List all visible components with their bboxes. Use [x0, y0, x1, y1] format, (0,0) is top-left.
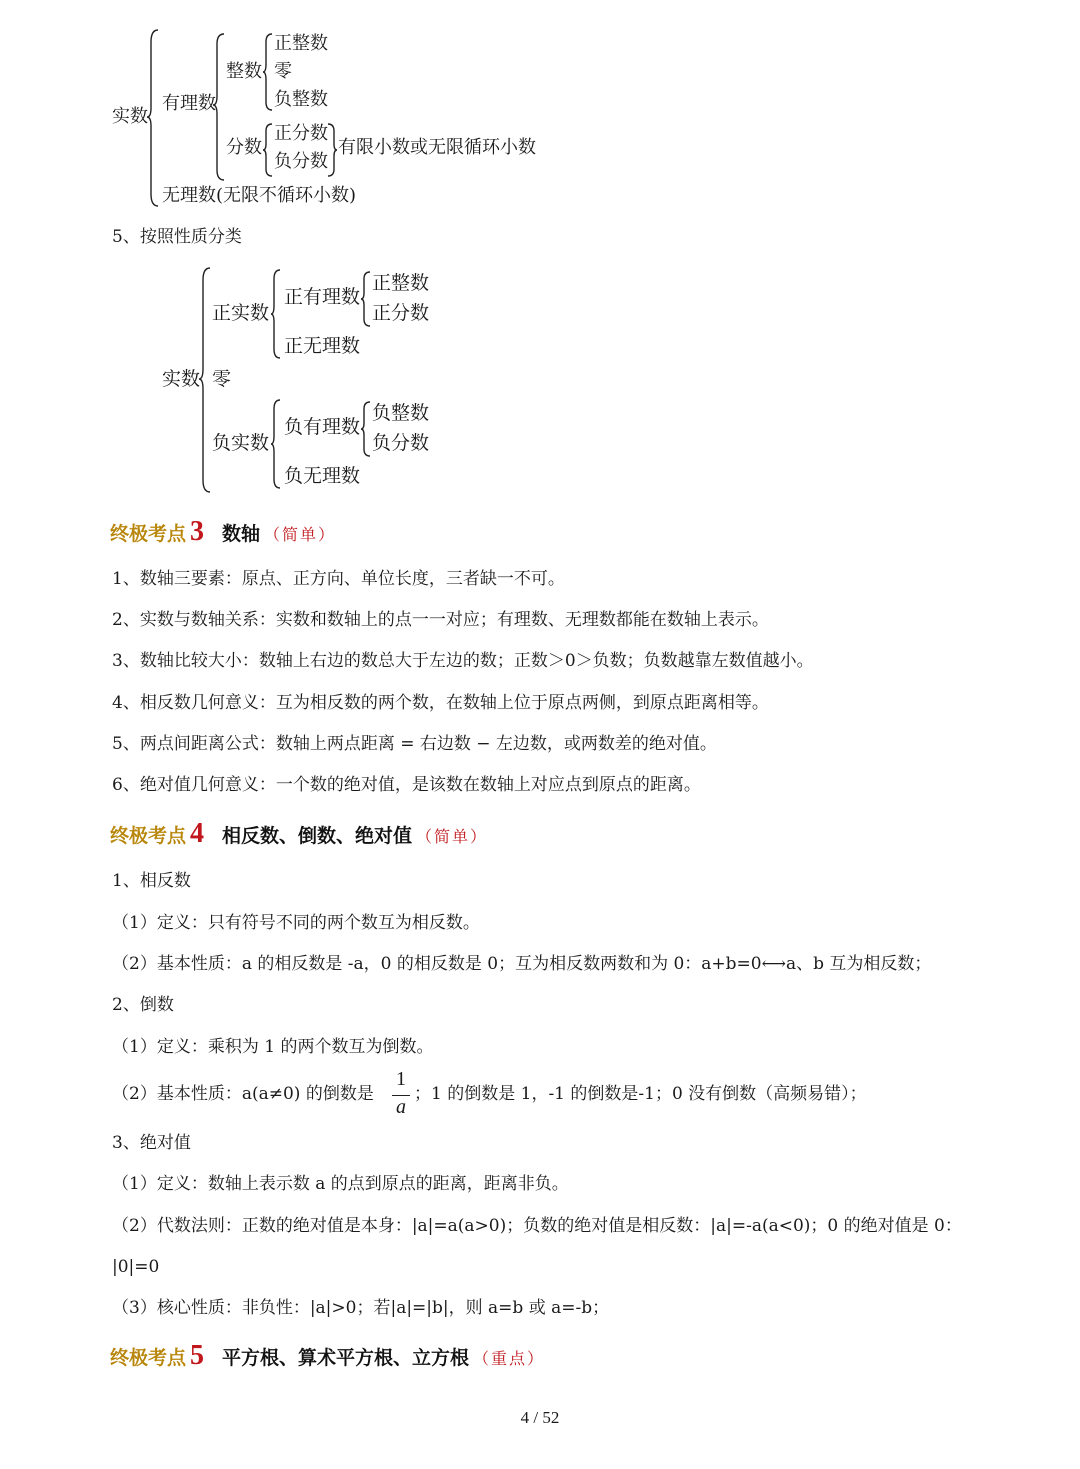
brace-icon [360, 400, 372, 458]
section-number: 3 [190, 516, 205, 547]
reciprocal-fraction [392, 1068, 410, 1120]
section-3-line: 4、相反数几何意义：互为相反数的两个数，在数轴上位于原点两侧，到原点距离相等。 [112, 693, 769, 713]
absolute-value-rule-cont: |0|=0 [112, 1257, 160, 1277]
difficulty-tag: （简单） [264, 525, 337, 544]
tree1-fraction: 分数 [226, 137, 262, 158]
tree2-pos-frac: 正分数 [372, 302, 430, 324]
section-prefix: 终极考点 [110, 825, 187, 847]
section-5-heading [110, 1340, 545, 1372]
brace-icon [198, 266, 212, 494]
section-title: 平方根、算术平方根、立方根 [222, 1347, 470, 1369]
section-prefix: 终极考点 [110, 523, 187, 545]
absolute-value-heading: 3、绝对值 [112, 1133, 191, 1153]
brace-icon [262, 122, 274, 178]
section-3-line: 3、数轴比较大小：数轴上右边的数总大于左边的数；正数＞0＞负数；负数越靠左数值越小。 [112, 651, 814, 671]
tree1-irrational: 无理数(无限不循环小数) [162, 185, 357, 206]
tree1-pos-int: 正整数 [274, 33, 328, 54]
section-4-heading [110, 818, 488, 850]
brace-icon [360, 270, 372, 328]
tree2-neg-int: 负整数 [372, 402, 430, 424]
tree1-rational: 有理数 [162, 93, 216, 114]
section-3-line: 6、绝对值几何意义：一个数的绝对值，是该数在数轴上对应点到原点的距离。 [112, 775, 701, 795]
tree1-zero: 零 [274, 61, 292, 82]
difficulty-tag: （重点） [473, 1349, 546, 1368]
tree1-pos-frac: 正分数 [274, 123, 328, 144]
fraction-denominator: a [396, 1096, 406, 1118]
absolute-value-definition: （1）定义：数轴上表示数 a 的点到原点的距离，距离非负。 [112, 1174, 569, 1194]
section-title: 相反数、倒数、绝对值 [222, 825, 413, 847]
opposite-heading: 1、相反数 [112, 871, 191, 891]
tree2-neg-rational: 负有理数 [284, 416, 361, 438]
tree1-neg-frac: 负分数 [274, 151, 328, 172]
section-3-line: 5、两点间距离公式：数轴上两点距离 = 右边数 − 左边数，或两数差的绝对值。 [112, 734, 717, 754]
tree2-neg-real: 负实数 [212, 432, 270, 454]
tree1-fraction-note: 有限小数或无限循环小数 [338, 137, 536, 158]
absolute-value-rule: （2）代数法则：正数的绝对值是本身：|a|=a(a>0)；负数的绝对值是相反数：|a|=-a(a<0)；0 的绝对值是 0： [112, 1216, 962, 1236]
difficulty-tag: （简单） [416, 827, 489, 846]
section-prefix: 终极考点 [110, 1347, 187, 1369]
section-3-line: 1、数轴三要素：原点、正方向、单位长度，三者缺一不可。 [112, 569, 565, 589]
item-5-heading: 5、按照性质分类 [112, 227, 242, 247]
absolute-value-core: （3）核心性质：非负性：|a|>0；若|a|=|b|，则 a=b 或 a=-b； [112, 1298, 610, 1318]
tree2-zero: 零 [212, 368, 232, 390]
tree2-pos-int: 正整数 [372, 272, 430, 294]
brace-icon [270, 268, 282, 360]
section-3-line: 2、实数与数轴关系：实数和数轴上的点一一对应；有理数、无理数都能在数轴上表示。 [112, 610, 769, 630]
brace-icon [262, 32, 274, 112]
tree1-integer: 整数 [226, 61, 262, 82]
section-title: 数轴 [222, 523, 261, 545]
reciprocal-definition: （1）定义：乘积为 1 的两个数互为倒数。 [112, 1037, 434, 1057]
brace-icon [146, 28, 160, 208]
page-number: 4 / 52 [520, 1408, 560, 1427]
opposite-property: （2）基本性质：a 的相反数是 -a，0 的相反数是 0；互为相反数两数和为 0：a+b=0⟷a、b 互为相反数； [112, 954, 932, 974]
tree1-neg-int: 负整数 [274, 89, 328, 110]
brace-icon [270, 398, 282, 490]
tree2-pos-rational: 正有理数 [284, 286, 361, 308]
right-brace-icon [326, 122, 338, 178]
section-3-heading [110, 516, 336, 548]
brace-icon [212, 32, 226, 182]
reciprocal-heading: 2、倒数 [112, 995, 174, 1015]
tree2-pos-real: 正实数 [212, 302, 270, 324]
fraction-numerator: 1 [396, 1068, 406, 1090]
tree2-root: 实数 [162, 368, 201, 390]
tree2-neg-frac: 负分数 [372, 432, 430, 454]
reciprocal-property-b: ；1 的倒数是 1，-1 的倒数是-1；0 没有倒数（高频易错）； [414, 1084, 867, 1104]
reciprocal-property-a: （2）基本性质：a(a≠0) 的倒数是 [112, 1084, 374, 1104]
opposite-definition: （1）定义：只有符号不同的两个数互为相反数。 [112, 913, 480, 933]
section-number: 4 [190, 818, 205, 849]
tree1-root: 实数 [112, 106, 148, 127]
section-number: 5 [190, 1340, 205, 1371]
tree2-neg-irrational: 负无理数 [284, 465, 361, 487]
tree2-pos-irrational: 正无理数 [284, 335, 361, 357]
